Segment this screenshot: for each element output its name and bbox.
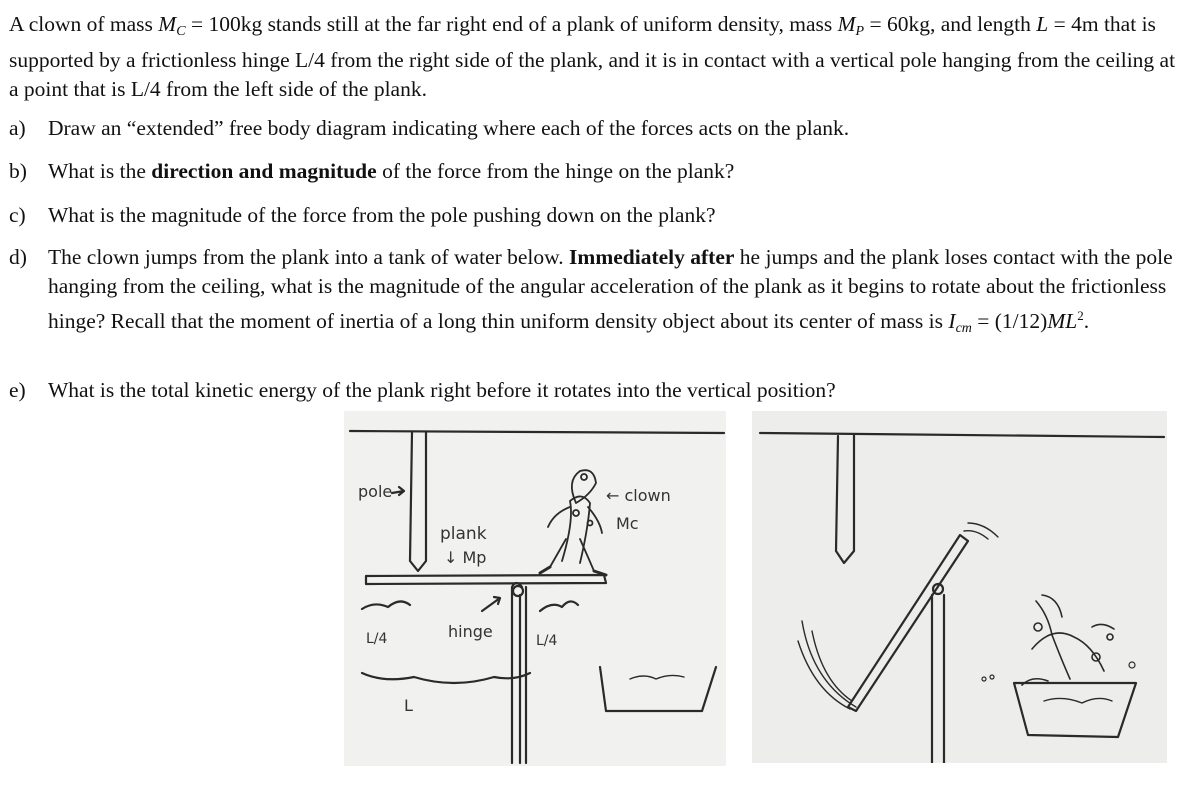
length-brace — [362, 673, 530, 683]
question-label: d) — [9, 245, 27, 269]
question-text: What is the magnitude of the force from the pole pushing down on the plank? — [48, 203, 716, 227]
question-e — [9, 376, 1189, 405]
label-length: L — [404, 696, 413, 715]
question-text: Draw an “extended” free body diagram indicating where each of the forces acts on the plank. — [48, 116, 850, 140]
pole — [410, 432, 426, 571]
clown-figure — [540, 470, 606, 575]
label-clown: ← clown — [606, 486, 671, 505]
pole — [836, 435, 854, 563]
label-hinge: hinge — [448, 622, 493, 641]
question-c — [9, 201, 1189, 230]
water-tank — [600, 667, 716, 711]
question-text: The clown jumps from the plank into a tank of water below. Immediately after he jumps and the plank loses contact with the pole hanging from the ceiling, what is the magnitude of the angular acceleration of the plank as it begins to rotate about the frictionless hinge? Recall that the moment of inertia of a long thin uniform density object about its center of mass is $I_{cm} = (1/12)ML^2$. — [48, 245, 1173, 336]
hinge-support — [932, 595, 944, 763]
question-label: a) — [9, 116, 26, 140]
sketch-before-jump — [344, 411, 726, 766]
plank-rotating — [848, 535, 968, 711]
sketch-after-jump — [752, 411, 1167, 763]
label-pole: pole — [358, 482, 393, 501]
question-text: What is the total kinetic energy of the plank right before it rotates into the vertical position? — [48, 378, 836, 402]
sketch-before-drawing — [344, 411, 726, 766]
question-label: b) — [9, 159, 27, 183]
question-d — [9, 243, 1189, 343]
label-quarter-left: L/4 — [366, 631, 388, 647]
water-tank — [1014, 683, 1136, 737]
problem-intro: A clown of mass $M_C = 100kg$ stands still at the far right end of a plank of uniform density, mass $M_P = 60kg$, and length L = 4m that is supported by a frictionless hinge L/4 from the right side of the plank, and it is in contact with a vertical pole hanging from the ceiling at a point that is L/4 from the left side of the plank. — [9, 12, 1176, 101]
question-b — [9, 157, 1189, 186]
sketch-after-drawing — [752, 411, 1167, 763]
question-label: e) — [9, 378, 26, 402]
hinge-pin — [513, 586, 523, 596]
label-quarter-right: L/4 — [536, 633, 558, 649]
plank — [366, 575, 606, 584]
ceiling-line — [350, 431, 724, 433]
label-mc: Mc — [616, 514, 639, 533]
question-text: What is the direction and magnitude of the force from the hinge on the plank? — [48, 159, 735, 183]
label-plank: plank — [440, 524, 487, 544]
clown-diving — [1022, 595, 1114, 685]
question-a — [9, 114, 1189, 143]
ceiling-line — [760, 433, 1164, 437]
question-label: c) — [9, 203, 26, 227]
label-mp: ↓ Mp — [444, 548, 487, 567]
hinge-support — [512, 583, 526, 763]
